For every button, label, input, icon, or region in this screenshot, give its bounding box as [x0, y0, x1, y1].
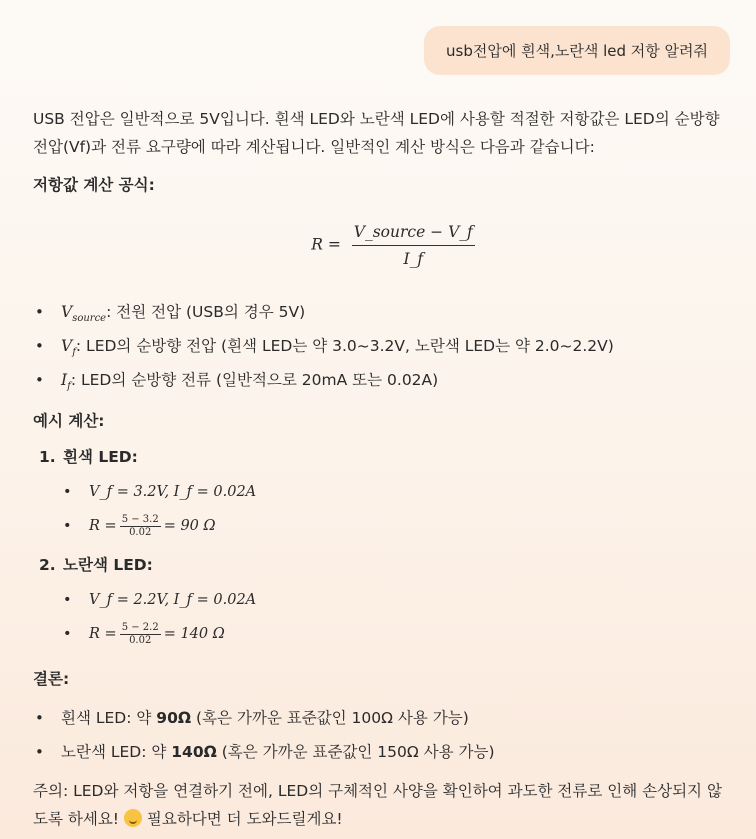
intro-paragraph: USB 전압은 일반적으로 5V입니다. 흰색 LED와 노란색 LED에 사용할 적절한 저항값은 LED의 순방향 전압(Vf)과 전류 요구량에 따라 계산됩니다. 일반적인 계산 방식은 다음과 같습니다: — [33, 110, 720, 156]
definition-list — [33, 295, 733, 397]
definition-item — [33, 363, 733, 397]
conclusion-list — [33, 701, 733, 769]
conclusion-heading: 결론: — [33, 670, 70, 688]
definition-symbol: $V_{source}$ — [61, 303, 107, 325]
formula-lhs: R = — [311, 235, 341, 254]
definition-item — [33, 329, 733, 363]
example-item — [33, 547, 733, 651]
formula-fraction — [352, 219, 475, 272]
example-item — [33, 439, 733, 543]
formula-heading: 저항값 계산 공식: — [33, 176, 155, 194]
example-title: 흰색 LED: — [63, 448, 138, 466]
resistance-formula — [53, 219, 733, 279]
example-number: 1. — [39, 448, 56, 466]
assistant-message — [33, 105, 733, 833]
definition-text: : LED의 순방향 전압 (흰색 LED는 약 3.0~3.2V, 노란색 LED는 약 2.0~2.2V) — [75, 337, 614, 355]
example-title: 노란색 LED: — [63, 556, 153, 574]
example-given: • V_f = 2.2V, I_f = 0.02A — [33, 583, 733, 617]
example-list — [33, 439, 733, 651]
formula-denominator: I_f — [403, 250, 424, 268]
example-given: • V_f = 3.2V, I_f = 0.02A — [33, 475, 733, 509]
example-heading: 예시 계산: — [33, 412, 105, 430]
conclusion-item: • 노란색 LED: 약 140Ω (혹은 가까운 표준값인 150Ω 사용 가능) — [33, 735, 733, 769]
example-result: • R = $\frac{5 - 3.2}{0.02}$ = 90 Ω — [33, 509, 733, 543]
user-message-text: usb전압에 흰색,노란색 led 저항 알려줘 — [446, 42, 708, 60]
user-message-bubble — [424, 26, 730, 75]
formula-numerator: V_source − V_f — [352, 219, 475, 246]
definition-text: : LED의 순방향 전류 (일반적으로 20mA 또는 0.02A) — [70, 371, 439, 389]
definition-symbol: $V_f$ — [61, 337, 76, 359]
note-paragraph: 주의: LED와 저항을 연결하기 전에, LED의 구체적인 사양을 확인하여 과도한 전류로 인해 손상되지 않도록 하세요! 필요하다면 더 도와드릴게요! — [33, 782, 722, 828]
definition-text: : 전원 전압 (USB의 경우 5V) — [106, 303, 306, 321]
definition-item — [33, 295, 733, 329]
smiling-face-icon — [124, 809, 142, 827]
conclusion-item: • 흰색 LED: 약 90Ω (혹은 가까운 표준값인 100Ω 사용 가능) — [33, 701, 733, 735]
definition-symbol: $I_f$ — [61, 371, 71, 393]
example-number: 2. — [39, 556, 56, 574]
example-result: • R = $\frac{5 - 2.2}{0.02}$ = 140 Ω — [33, 617, 733, 651]
